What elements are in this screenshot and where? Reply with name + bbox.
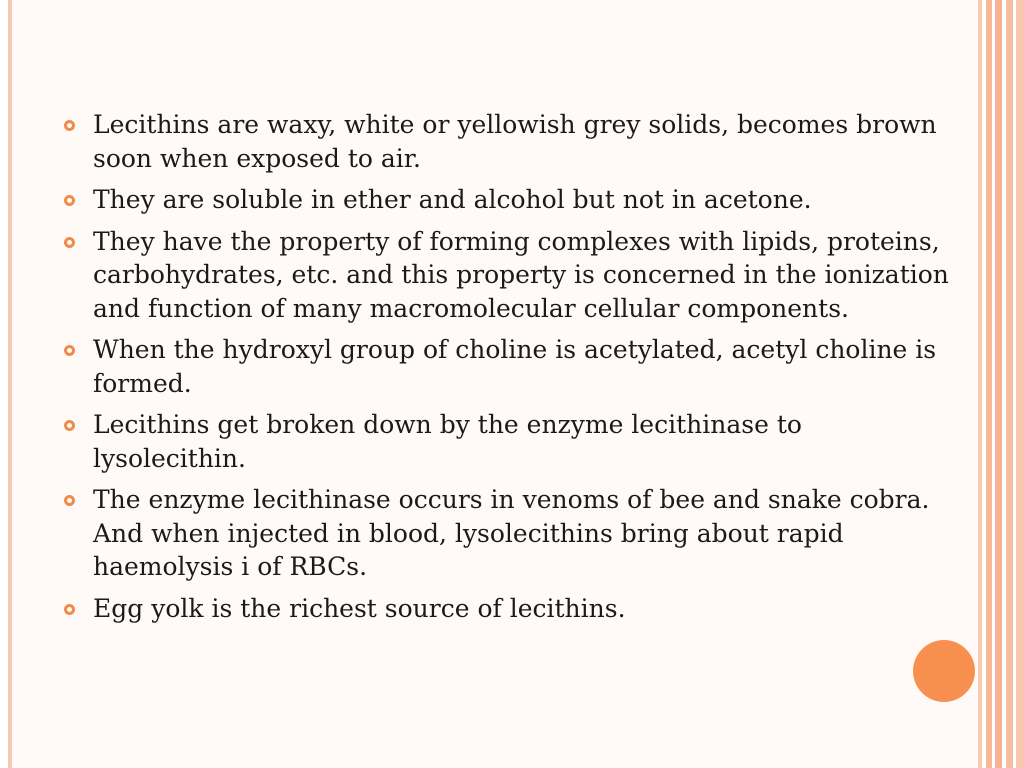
circle-bullet-icon — [64, 420, 75, 431]
circle-bullet-icon — [64, 120, 75, 131]
bullet-item — [62, 483, 957, 584]
circle-bullet-icon — [64, 495, 75, 506]
right-stripe-decoration — [1016, 0, 1024, 768]
circle-bullet-icon — [64, 237, 75, 248]
bullet-text: Lecithins are waxy, white or yellowish grey solids, becomes brown soon when exposed to air. — [93, 110, 937, 173]
right-stripe-decoration — [986, 0, 992, 768]
bullet-list — [62, 108, 957, 633]
bullet-text: Lecithins get broken down by the enzyme lecithinase to lysolecithin. — [93, 410, 802, 473]
bullet-text: They are soluble in ether and alcohol but not in acetone. — [93, 185, 812, 214]
bullet-text: When the hydroxyl group of choline is acetylated, acetyl choline is formed. — [93, 335, 937, 398]
bullet-text: Egg yolk is the richest source of lecithins. — [93, 593, 626, 623]
bullet-text: The enzyme lecithinase occurs in venoms of bee and snake cobra. And when injected in blood, lysolecithins bring about rapid haemolysis i of RBCs. — [93, 485, 930, 581]
bullet-item — [62, 108, 957, 175]
bullet-item — [62, 592, 957, 626]
circle-bullet-icon — [64, 345, 75, 356]
orange-circle-decoration — [913, 640, 975, 702]
right-stripe-decoration — [1006, 0, 1013, 768]
bullet-item — [62, 183, 957, 217]
circle-bullet-icon — [64, 195, 75, 206]
circle-bullet-icon — [64, 604, 75, 615]
right-stripe-decoration — [995, 0, 1002, 768]
bullet-item — [62, 408, 957, 475]
bullet-item — [62, 225, 957, 326]
bullet-text: They have the property of forming complexes with lipids, proteins, carbohydrates, etc. and this property is concerned in the ionization and function of many macromolecular cellular components. — [93, 226, 949, 323]
right-stripe-decoration — [978, 0, 982, 768]
bullet-item — [62, 333, 957, 400]
